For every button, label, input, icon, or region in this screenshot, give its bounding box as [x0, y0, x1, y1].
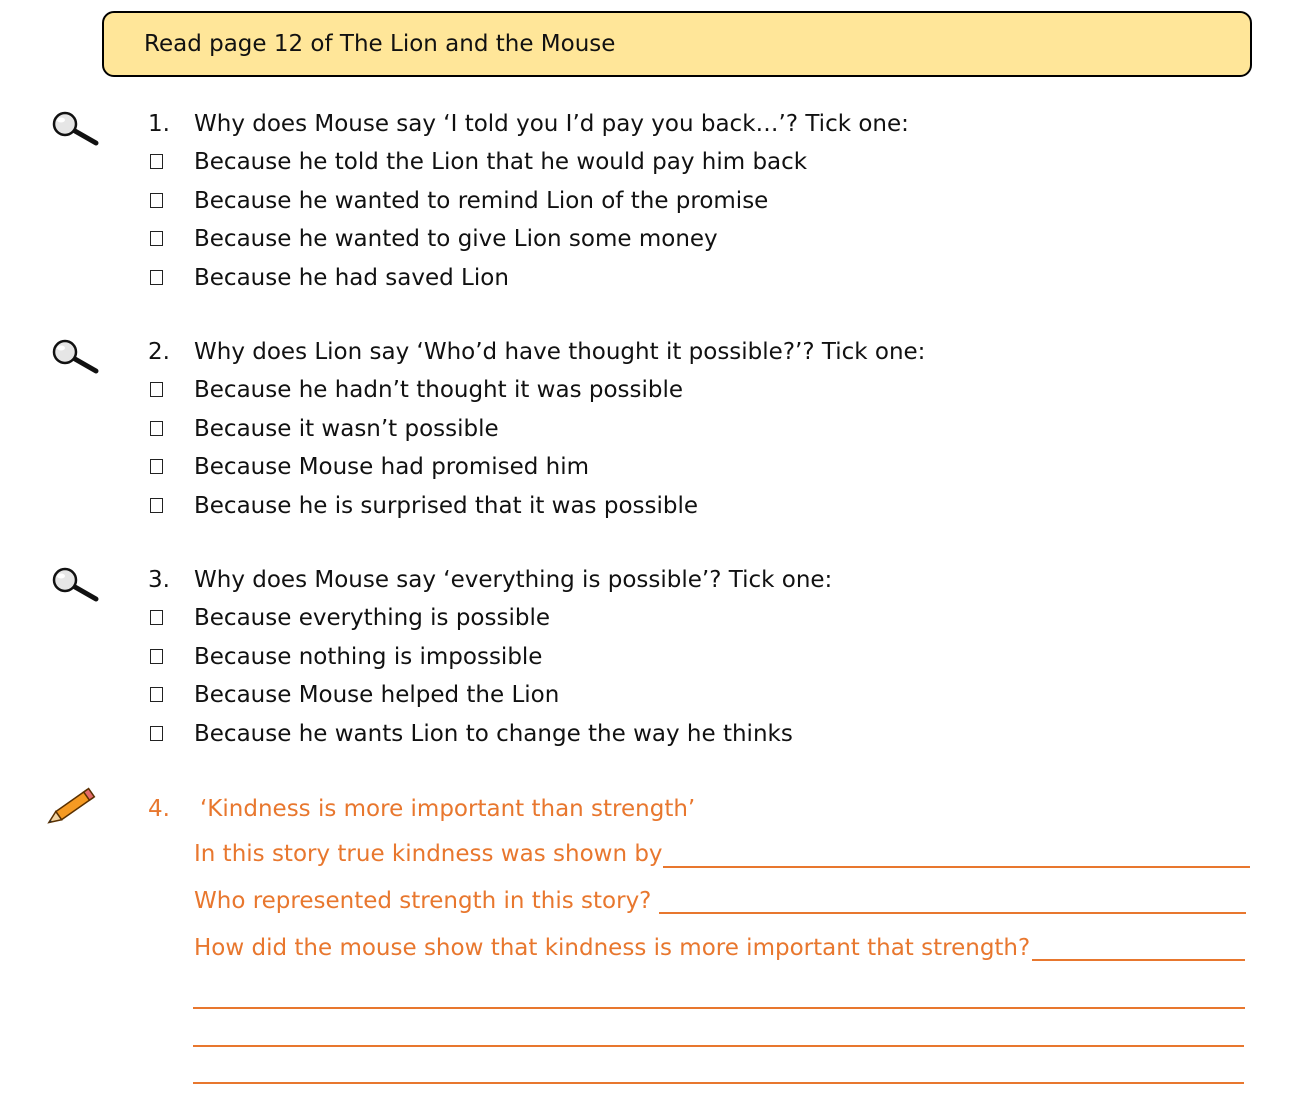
instruction-banner	[102, 11, 1252, 77]
question-title: ‘Kindness is more important than strength’	[200, 796, 696, 822]
option-checkbox[interactable]	[150, 231, 163, 246]
option-checkbox[interactable]	[150, 154, 163, 169]
answer-prompt: In this story true kindness was shown by	[194, 841, 663, 867]
answer-prompt: Who represented strength in this story?	[194, 888, 652, 914]
option-checkbox[interactable]	[150, 421, 163, 436]
question-text: Why does Mouse say ‘everything is possible’? Tick one:	[194, 567, 833, 593]
magnifying-glass-icon	[48, 566, 100, 604]
option-checkbox[interactable]	[150, 610, 163, 625]
question-text: Why does Mouse say ‘I told you I’d pay you back…’? Tick one:	[194, 111, 909, 137]
option-label: Because he hadn’t thought it was possible	[194, 377, 684, 403]
answer-line[interactable]	[659, 912, 1246, 914]
magnifying-glass-icon	[48, 338, 100, 376]
option-label: Because he told the Lion that he would pay him back	[194, 149, 808, 175]
option-label: Because Mouse had promised him	[194, 454, 590, 480]
question-text: Why does Lion say ‘Who’d have thought it possible?’? Tick one:	[194, 339, 926, 365]
pencil-icon	[42, 786, 100, 828]
option-label: Because Mouse helped the Lion	[194, 682, 560, 708]
question-number: 3.	[148, 567, 170, 593]
option-label: Because he wants Lion to change the way he thinks	[194, 721, 793, 747]
option-label: Because everything is possible	[194, 605, 550, 631]
option-label: Because it wasn’t possible	[194, 416, 499, 442]
question-number: 2.	[148, 339, 170, 365]
option-label: Because he had saved Lion	[194, 265, 509, 291]
option-label: Because he wanted to remind Lion of the promise	[194, 188, 769, 214]
answer-line[interactable]	[193, 1045, 1244, 1047]
question-number: 1.	[148, 111, 170, 137]
question-number: 4.	[148, 796, 170, 822]
option-label: Because he is surprised that it was possible	[194, 493, 699, 519]
option-checkbox[interactable]	[150, 649, 163, 664]
option-checkbox[interactable]	[150, 193, 163, 208]
answer-prompt: How did the mouse show that kindness is more important that strength?	[194, 935, 1031, 961]
banner-text: Read page 12 of The Lion and the Mouse	[144, 31, 616, 57]
option-checkbox[interactable]	[150, 498, 163, 513]
answer-line[interactable]	[1032, 959, 1245, 961]
magnifying-glass-icon	[48, 110, 100, 148]
option-checkbox[interactable]	[150, 726, 163, 741]
option-label: Because nothing is impossible	[194, 644, 543, 670]
option-checkbox[interactable]	[150, 382, 163, 397]
option-checkbox[interactable]	[150, 459, 163, 474]
answer-line[interactable]	[193, 1007, 1245, 1009]
option-label: Because he wanted to give Lion some money	[194, 226, 718, 252]
answer-line[interactable]	[663, 866, 1250, 868]
option-checkbox[interactable]	[150, 270, 163, 285]
answer-line[interactable]	[193, 1082, 1244, 1084]
option-checkbox[interactable]	[150, 687, 163, 702]
